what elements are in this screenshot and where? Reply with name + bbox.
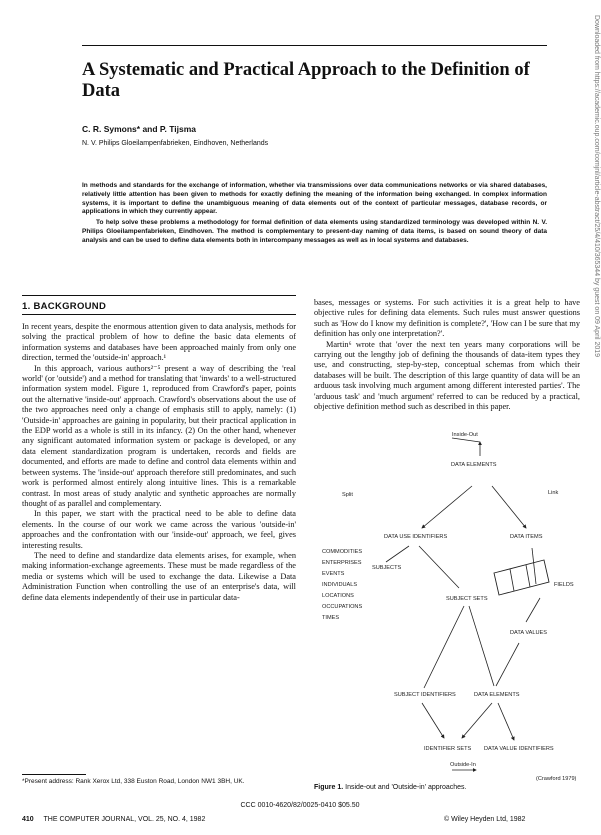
entity-item: TIMES [322,615,340,621]
journal-reference: THE COMPUTER JOURNAL, VOL. 25, NO. 4, 1982 [43,816,206,823]
diagram-node-identifier-sets: IDENTIFIER SETS [424,746,472,752]
body-column-left [22,322,296,603]
diagram-lines [386,438,549,770]
issn-line: CCC 0010-4620/82/0025-0410 $05.50 [240,802,360,809]
abstract [82,182,547,246]
figure-1-diagram [314,432,584,782]
body-paragraph: The need to define and standardize data elements arises, for example, when making information-exchange agreements. These must be made regardless of the media or systems which will be used to exchange the data. Likewise a Data Administration Function when controlling the use of an enterprise's data, will define data elements independently of their use in particular data- [22,550,296,602]
entity-item: INDIVIDUALS [322,582,358,588]
footnote-rule [22,774,86,775]
diagram-node-fields: FIELDS [554,582,574,588]
diagram-credit: (Crawford 1979) [536,776,577,782]
diagram-node-data-elements: DATA ELEMENTS [451,462,497,468]
abstract-paragraph: To help solve these problems a methodology for formal definition of data elements using standardized terminology was developed within N. V. Philips Gloeilampenfabrieken, Eindhoven. The method is complementary to present-day naming of data items, is based on sound theory of data analysis and can be used to define data elements both in intercompany messages as well as in local systems and databases. [82,219,547,244]
diagram-node-subjects: SUBJECTS [372,565,402,571]
section-heading: 1. BACKGROUND [22,301,107,312]
diagram-label-inside-out: Inside-Out [452,432,478,438]
download-watermark [591,15,601,440]
abstract-paragraph: In methods and standards for the exchange of information, whether via transmissions over data communications networks or via shared databases, relatively little attention has been given to methods for exactly defining the meaning of the information being exchanged. In complex information systems, it is important to define the unambiguous meaning of data elements out of the context of particular messages, database records, or applications in which they currently appear. [82,182,547,216]
diagram-label-split: Split [342,492,353,498]
figure-caption [314,784,467,791]
paper-title: A Systematic and Practical Approach to the Definition of Data [82,60,530,101]
diagram-node-data-use-identifiers: DATA USE IDENTIFIERS [384,534,448,540]
body-paragraph: bases, messages or systems. For such activities it is a great help to have objective rules for defining data elements. Such rules must answer questions such as 'How do I know my definition is complete?', 'How can I be sure that my definition has only one interpretation?'. [314,298,580,339]
entity-item: COMMODITIES [322,549,363,555]
body-paragraph: In this approach, various authors²⁻⁵ present a way of describing the 'real world' (or 'outside') and a method for translating that 'inwards' to a well-structured information system model. Figure 1, reproduced from Crawford's paper, points out the alternative 'inside-out' approach. Crawford's observations about the use of the two approaches need only a change of emphasis still to apply, namely: (1) 'Outside-in' approaches are gaining in popularity, but their practical application in the EDP world as a whole is still in its infancy. (2) On the other hand, whenever any significant automated information system or package is developed, or any data element standardization program is undertaken, records and fields are documented, and efforts are made to define and control data elements within and between systems. The 'inside-out' approach therefore still predominates, and such work is performed almost entirely along intuitive lines. This is a remarkable contrast. In most areas of study analytic and synthetic approaches are normally thought of as parallel and complementary. [22,363,296,508]
diagram-node-data-values: DATA VALUES [510,630,547,636]
page-folio [22,816,205,823]
copyright: © Wiley Heyden Ltd, 1982 [444,816,526,823]
figure-caption-text: Inside-out and 'Outside-in' approaches. [345,784,467,791]
section-rule-top [22,295,296,296]
diagram-node-data-value-identifiers: DATA VALUE IDENTIFIERS [484,746,554,752]
body-paragraph: In this paper, we start with the practical need to be able to define data elements. In the course of our work we came across the various 'outside-in' approaches and the confrontation with our 'inside-out' approach, we feel, gives interesting results. [22,509,296,550]
author-names: C. R. Symons* and P. Tijsma [82,124,197,134]
body-paragraph: In recent years, despite the enormous attention given to data analysis, methods for solving the practical problem of how to define the basic data elements of information systems and databases have been approached mainly from only one direction, termed the 'outside-in' approach.¹ [22,322,296,363]
entity-item: LOCATIONS [322,593,354,599]
diagram-entity-list [322,549,362,621]
author-affiliation: N. V. Philips Gloeilampenfabrieken, Eindhoven, Netherlands [82,140,269,147]
diagram-label-outside-in: Outside-In [450,762,476,768]
figure-caption-label: Figure 1. [314,784,344,791]
body-paragraph: Martin⁶ wrote that 'over the next ten years many corporations will be carrying out the lengthy job of defining the thousands of data-item types they use, and constructing, step-by-step, conceptual schemas from which their databases will be built. The description of this large quantity of data will be an arduous task involving much argument among different interested parties'. The 'arduous task' and 'much argument' referred to can be reduced by a practical, objective definition method such as described in this paper. [314,339,580,412]
entity-item: ENTERPRISES [322,560,362,566]
footnote: *Present address: Rank Xerox Ltd, 338 Euston Road, London NW1 3BH, UK. [22,778,245,785]
diagram-node-data-items: DATA ITEMS [510,534,543,540]
section-rule-bottom [22,314,296,315]
top-rule [82,45,547,46]
page-number: 410 [22,816,34,823]
download-watermark-text: Downloaded from https://academic.oup.com/comjnl/article-abstract/25/4/410/365344 by guest on 09 April 2019 [593,15,600,358]
entity-item: EVENTS [322,571,345,577]
diagram-label-link: Link [548,490,559,496]
diagram-node-subject-sets: SUBJECT SETS [446,596,488,602]
diagram-node-data-elements-2: DATA ELEMENTS [474,692,520,698]
body-column-right [314,298,580,412]
entity-item: OCCUPATIONS [322,604,363,610]
diagram-node-subject-identifiers: SUBJECT IDENTIFIERS [394,692,456,698]
